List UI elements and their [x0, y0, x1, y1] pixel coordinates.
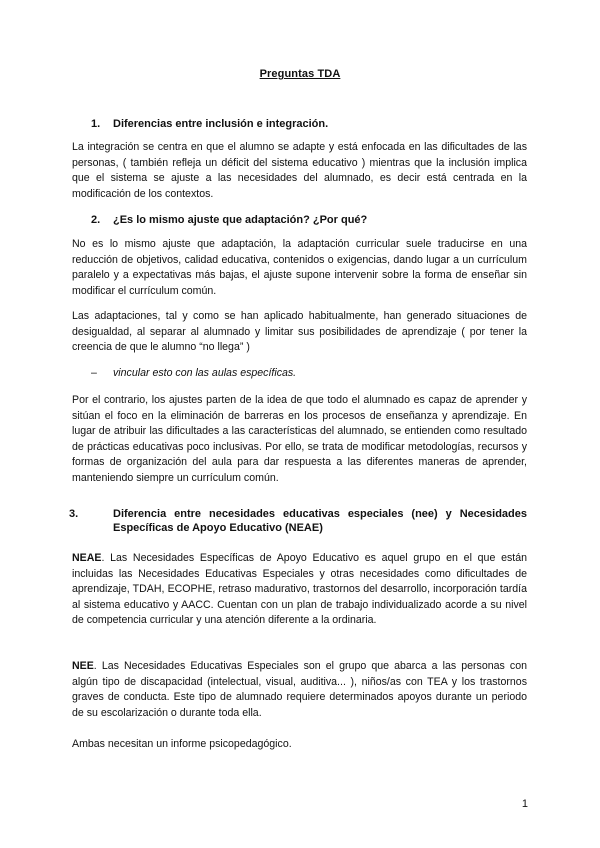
neae-label: NEAE	[72, 552, 102, 564]
question-3-number: 3.	[69, 508, 79, 520]
bullet-dash: –	[91, 367, 97, 379]
bullet-text: vincular esto con las aulas específicas.	[113, 367, 297, 379]
question-2-paragraph-2: Las adaptaciones, tal y como se han aplicado habitualmente, han generado situaciones de desigualdad, al separar al alumnado y limitar sus posibilidades de aprendizaje ( por tener la creencia de que le alumno “no llega” )	[72, 310, 527, 353]
question-2-bullet	[91, 366, 296, 381]
neae-text: . Las Necesidades Específicas de Apoyo Educativo es aquel grupo en el que están incluidas las Necesidades Educativas Especiales y otras necesidades como dificultades de aprendizaje, TDAH, ECOPHE, retraso madurativo, trastornos del desarrollo, incorporación tardía al sistema educativo y AACC. Cuentan con un plan de trabajo individualizado acorde a su nivel de competencia curricular y una atención diferente a la ordinaria.	[72, 552, 527, 626]
question-2-heading	[91, 213, 367, 227]
question-3-text: Diferencia entre necesidades educativas especiales (nee) y Necesidades Específicas de Apoyo Educativo (NEAE)	[113, 508, 527, 534]
nee-label: NEE	[72, 660, 94, 672]
question-2-number: 2.	[91, 214, 101, 226]
closing-paragraph: Ambas necesitan un informe psicopedagógico.	[72, 738, 292, 750]
question-2-text: ¿Es lo mismo ajuste que adaptación? ¿Por qué?	[113, 214, 368, 226]
neae-paragraph	[72, 551, 527, 629]
question-1-text: Diferencias entre inclusión e integración.	[113, 118, 329, 130]
nee-paragraph	[72, 659, 527, 721]
question-3-heading	[69, 507, 527, 535]
question-2-paragraph-1: No es lo mismo ajuste que adaptación, la adaptación curricular suele traducirse en una reducción de objetivos, calidad educativa, contenidos o exigencias, dando lugar a un currículum paralelo y a expectativas más bajas, el ajuste supone intervenir sobre la forma de enseñar sin modificar el currículum común.	[72, 238, 527, 297]
question-1-number: 1.	[91, 118, 101, 130]
question-1-heading	[91, 117, 328, 131]
nee-text: . Las Necesidades Educativas Especiales son el grupo que abarca a las personas con algún tipo de discapacidad (intelectual, visual, auditiva... ), niños/as con TEA y los trastornos graves de conducta. Este tipo de alumnado requiere determinados apoyos durante un periodo de su escolarización o durante toda ella.	[72, 660, 527, 719]
page-number: 1	[521, 798, 528, 810]
question-2-paragraph-3: Por el contrario, los ajustes parten de la idea de que todo el alumnado es capaz de aprender y sitúan el foco en la eliminación de barreras en los procesos de enseñanza y aprendizaje. En lugar de atribuir las dificultades a las características del alumnado, se entienden como resultado de prácticas educativas poco inclusivas. Por ello, se trata de modificar metodologías, recursos y formas de organización del aula para dar respuesta a las diferentes maneras de aprender, manteniendo siempre un currículum común.	[72, 394, 527, 484]
question-1-paragraph: La integración se centra en que el alumno se adapte y está enfocada en las dificultades de las personas, ( también refleja un déficit del sistema educativo ) mientras que la inclusión implica que el sistema se ajuste a las necesidades del alumnado, es decir está centrada en la modificación de los contextos.	[72, 141, 527, 200]
page-title: Preguntas TDA	[259, 68, 341, 80]
